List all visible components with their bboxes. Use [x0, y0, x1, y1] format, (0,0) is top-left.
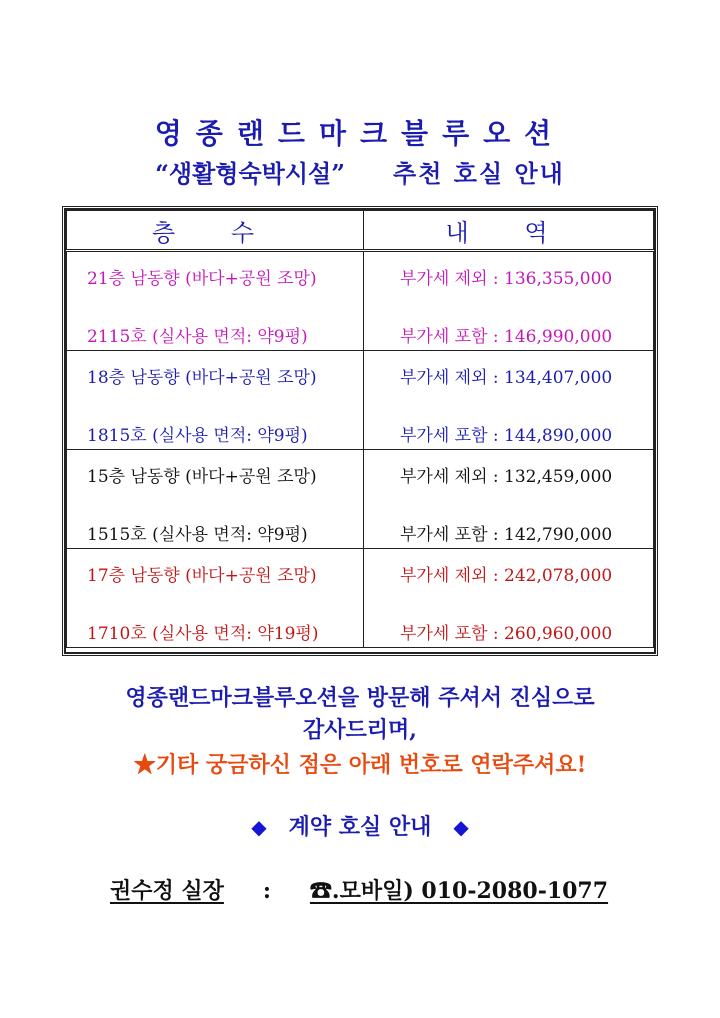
- price-cell: [364, 251, 654, 351]
- price-excl-vat: 부가세 제외 : 132,459,000: [400, 467, 613, 487]
- table-row: [67, 549, 654, 648]
- page-subtitle: [0, 154, 720, 189]
- price-excl-vat: 부가세 제외 : 242,078,000: [400, 566, 613, 586]
- header-details: 내 역: [364, 211, 654, 251]
- diamond-icon: ◆: [251, 815, 267, 839]
- contract-section-title: [0, 810, 720, 841]
- table-row: [67, 351, 654, 450]
- contract-label: 계약 호실 안내: [288, 814, 432, 840]
- room-area: 1515호 (실사용 면적: 약9평): [87, 525, 308, 545]
- price-excl-vat: 부가세 제외 : 136,355,000: [400, 269, 613, 289]
- diamond-icon: ◆: [453, 815, 469, 839]
- floor-cell: [67, 351, 364, 450]
- price-incl-vat: 부가세 포함 : 260,960,000: [400, 624, 613, 644]
- room-area: 1815호 (실사용 면적: 약9평): [87, 426, 308, 446]
- price-cell: [364, 351, 654, 450]
- price-excl-vat: 부가세 제외 : 134,407,000: [400, 368, 613, 388]
- floor-orientation: 18층 남동향 (바다+공원 조망): [87, 368, 317, 388]
- floor-cell: [67, 549, 364, 648]
- room-table: [66, 210, 654, 648]
- price-incl-vat: 부가세 포함 : 144,890,000: [400, 426, 613, 446]
- room-area: 1710호 (실사용 면적: 약19평): [87, 624, 319, 644]
- floor-cell: [67, 251, 364, 351]
- floor-orientation: 21층 남동향 (바다+공원 조망): [87, 269, 317, 289]
- inquiry-line: ★기타 궁금하신 점은 아래 번호로 연락주셔요!: [133, 752, 587, 778]
- contact-phone[interactable]: ☎.모바일) 010-2080-1077: [309, 878, 609, 904]
- contact-line: [110, 874, 608, 905]
- floor-orientation: 15층 남동향 (바다+공원 조망): [87, 467, 317, 487]
- header-floor: 층 수: [67, 211, 364, 251]
- table-row: [67, 251, 654, 351]
- subtitle-recommendation: 추천 호실 안내: [393, 159, 565, 188]
- contact-separator: :: [262, 878, 271, 904]
- contact-name: 권수정 실장: [110, 878, 224, 904]
- price-incl-vat: 부가세 포함 : 142,790,000: [400, 525, 613, 545]
- thanks-line-1: 영종랜드마크블루오션을 방문해 주셔서 진심으로: [125, 685, 595, 711]
- table-row: [67, 450, 654, 549]
- price-cell: [364, 450, 654, 549]
- floor-cell: [67, 450, 364, 549]
- price-incl-vat: 부가세 포함 : 146,990,000: [400, 327, 613, 347]
- floor-orientation: 17층 남동향 (바다+공원 조망): [87, 566, 317, 586]
- room-area: 2115호 (실사용 면적: 약9평): [87, 327, 308, 347]
- subtitle-facility-type: “생활형숙박시설”: [155, 159, 346, 188]
- price-cell: [364, 549, 654, 648]
- thanks-line-2: 감사드리며,: [303, 717, 417, 743]
- table-header-row: [67, 211, 654, 251]
- page-title: 영종랜드마크블루오션: [154, 117, 566, 150]
